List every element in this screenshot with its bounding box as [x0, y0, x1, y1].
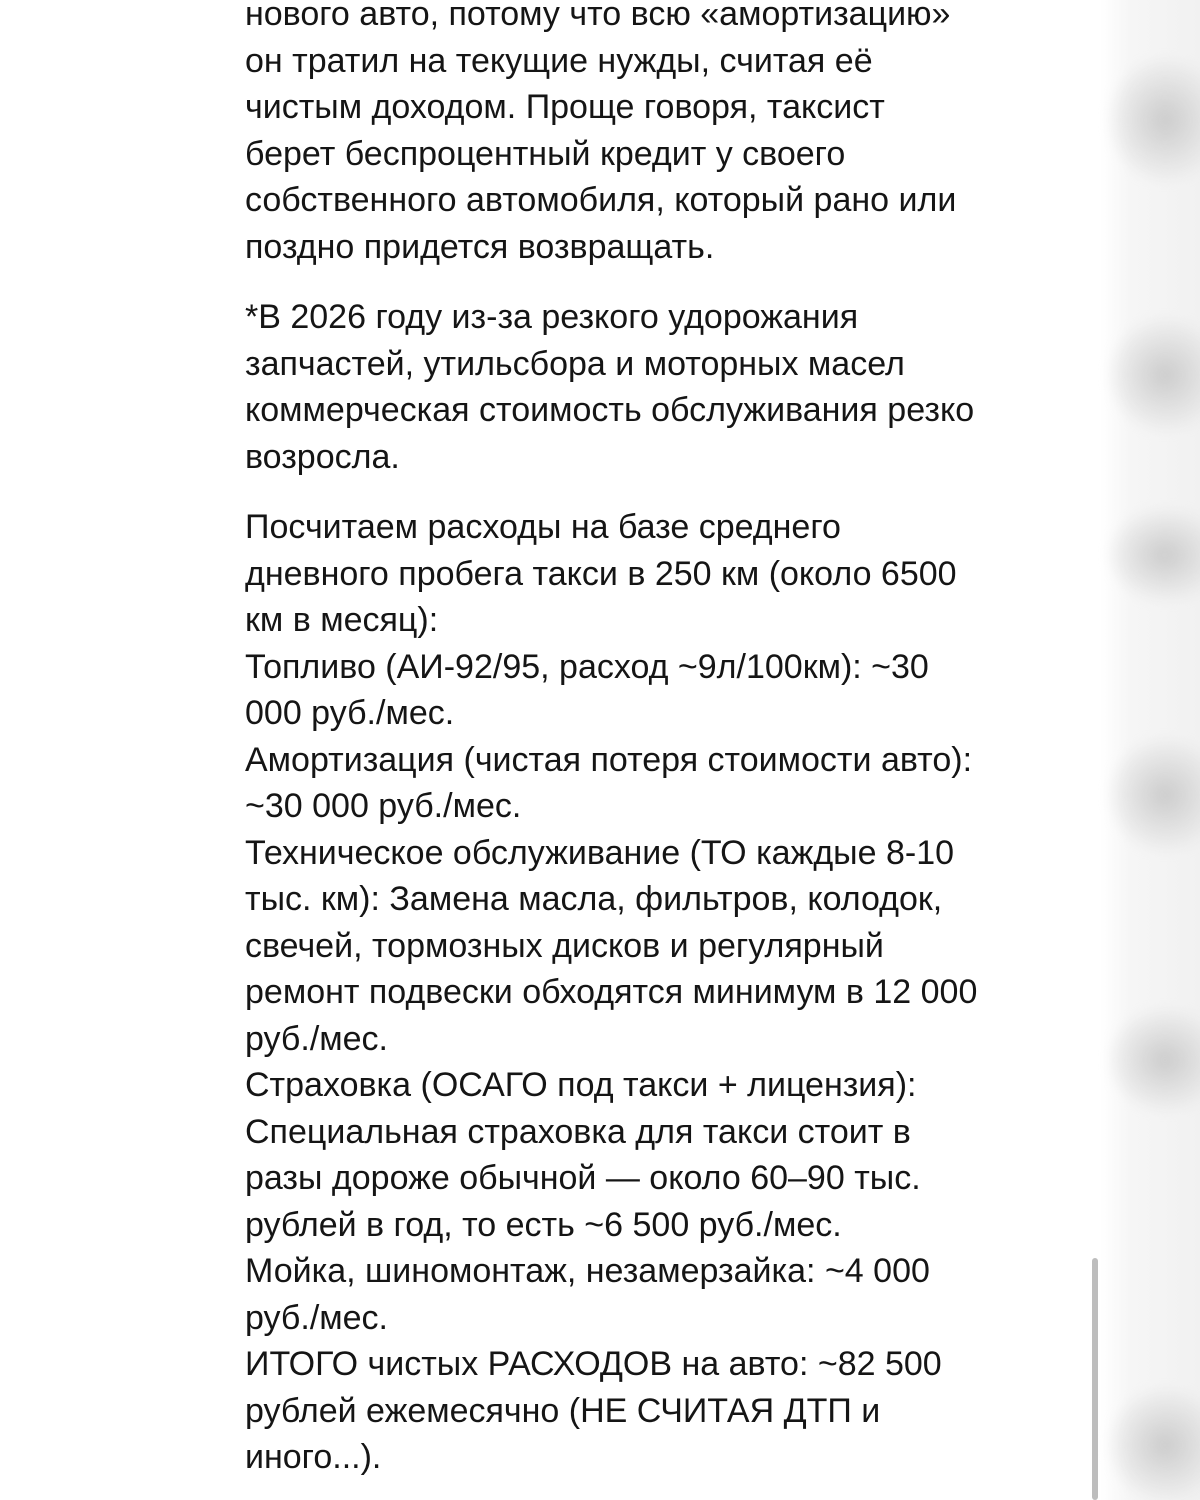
text-line: иного...).: [245, 1438, 382, 1476]
text-line: *В 2026 году из-за резкого удорожания: [245, 298, 859, 336]
text-line: руб./мес.: [245, 1019, 389, 1058]
blurred-shape: [1110, 510, 1200, 600]
blurred-shape: [1110, 740, 1200, 850]
text-line: Посчитаем расходы на базе среднего: [245, 508, 841, 546]
text-line: свечей, тормозных дисков и регулярный: [245, 926, 884, 965]
left-margin: [0, 0, 130, 1500]
text-line: разы дороже обычной — около 60–90 тыс.: [245, 1159, 921, 1197]
blurred-shape: [1110, 1010, 1200, 1110]
text-line: 000 руб./мес.: [245, 694, 455, 732]
text-line: поздно придется возвращать.: [245, 227, 715, 266]
text-line: рублей в год, то есть ~6 500 руб./мес.: [245, 1205, 842, 1244]
text-line: тыс. км): Замена масла, фильтров, колодок,: [245, 880, 943, 918]
vertical-scrollbar[interactable]: [1092, 1258, 1098, 1500]
right-blurred-edge: [1100, 0, 1200, 1500]
blurred-shape: [1110, 320, 1200, 430]
text-line: рублей ежемесячно (НЕ СЧИТАЯ ДТП и: [245, 1391, 881, 1430]
text-line: чистым доходом. Проще говоря, таксист: [245, 88, 885, 126]
message-text[interactable]: [245, 0, 1085, 1481]
text-line: берет беспроцентный кредит у своего: [245, 134, 846, 173]
text-line: возросла.: [245, 437, 400, 476]
paragraph-depreciation: [245, 0, 1085, 270]
paragraph-footnote: [245, 294, 1085, 480]
text-line: он тратил на текущие нужды, считая её: [245, 41, 873, 80]
blurred-shape: [1110, 1390, 1200, 1500]
text-line: дневного пробега такси в 250 км (около 6500: [245, 554, 957, 593]
text-line: нового авто, потому что всю «амортизацию»: [245, 0, 951, 33]
paragraph-gap: [245, 270, 1085, 294]
text-line: ИТОГО чистых РАСХОДОВ на авто: ~82 500: [245, 1345, 942, 1383]
text-line: Мойка, шиномонтаж, незамерзайка: ~4 000: [245, 1252, 930, 1290]
text-line: собственного автомобиля, который рано или: [245, 181, 957, 219]
text-line: км в месяц):: [245, 601, 439, 639]
text-line: Техническое обслуживание (ТО каждые 8-10: [245, 833, 955, 872]
text-line: ~30 000 руб./мес.: [245, 787, 522, 825]
text-line: Топливо (АИ-92/95, расход ~9л/100км): ~30: [245, 647, 929, 686]
text-line: коммерческая стоимость обслуживания резко: [245, 391, 975, 429]
paragraph-expenses: [245, 504, 1085, 1481]
text-line: ремонт подвески обходятся минимум в 12 000: [245, 973, 978, 1011]
text-line: Специальная страховка для такси стоит в: [245, 1112, 911, 1151]
blurred-shape: [1110, 60, 1200, 180]
paragraph-gap: [245, 480, 1085, 504]
text-line: Амортизация (чистая потеря стоимости авто):: [245, 740, 973, 779]
text-line: руб./мес.: [245, 1298, 389, 1337]
text-line: Страховка (ОСАГО под такси + лицензия):: [245, 1066, 917, 1104]
text-line: запчастей, утильсбора и моторных масел: [245, 344, 905, 383]
